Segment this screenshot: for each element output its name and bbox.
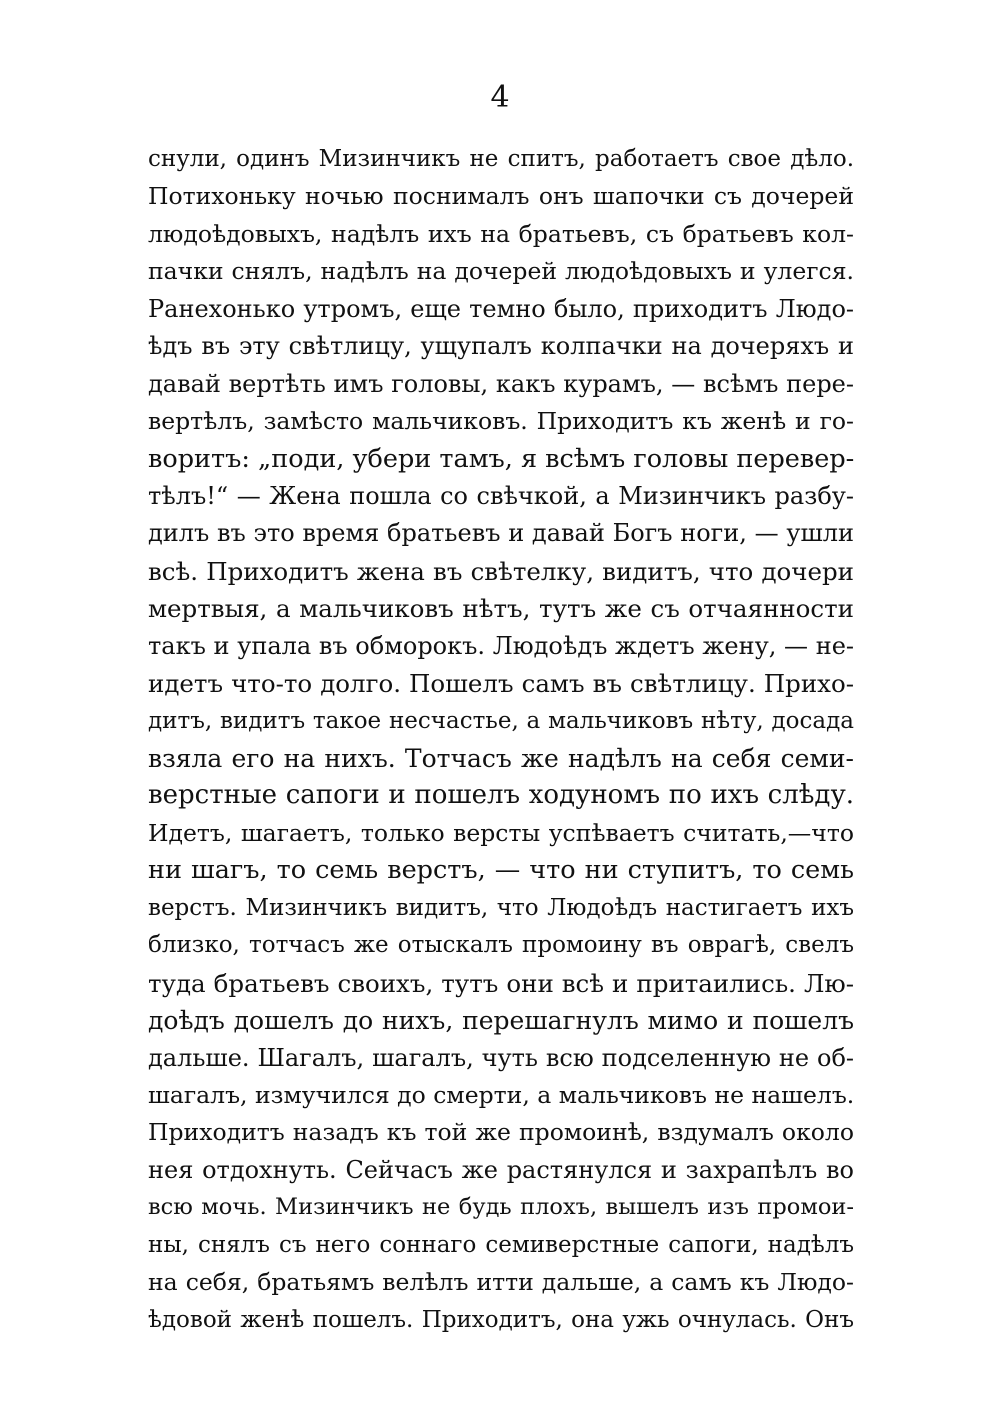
text-line: дальше. Шагалъ, шагалъ, чуть всю подселенную не об- xyxy=(148,1043,854,1072)
text-line: на себя, братьямъ велѣлъ итти дальше, а самъ къ Людо- xyxy=(148,1268,854,1297)
text-line: верстные сапоги и пошелъ ходуномъ по ихъ слѣду. xyxy=(148,780,854,811)
text-line: дилъ въ это время братьевъ и давай Богъ ноги, — ушли xyxy=(148,519,854,548)
text-line: Ранехонько утромъ, еще темно было, приходитъ Людо- xyxy=(148,294,854,323)
text-line: Потихоньку ночью поснималъ онъ шапочки съ дочерей xyxy=(148,182,854,211)
text-line: такъ и упала въ обморокъ. Людоѣдъ ждетъ жену, — не- xyxy=(148,631,854,660)
text-line: снули, одинъ Мизинчикъ не спитъ, работаетъ свое дѣло. xyxy=(148,146,854,172)
text-line: ны, снялъ съ него соннаго семиверстные сапоги, надѣлъ xyxy=(148,1231,854,1258)
text-line: давай вертѣть имъ головы, какъ курамъ, — всѣмъ пере- xyxy=(148,369,854,398)
text-line: взяла его на нихъ. Тотчасъ же надѣлъ на себя семи- xyxy=(148,744,854,773)
text-line: людоѣдовыхъ, надѣлъ ихъ на братьевъ, съ братьевъ кол- xyxy=(148,219,854,248)
text-line: шагалъ, измучился до смерти, а мальчиковъ не нашелъ. xyxy=(148,1080,854,1109)
text-line: дитъ, видитъ такое несчастье, а мальчиковъ нѣту, досада xyxy=(148,707,854,734)
text-line: нея отдохнуть. Сейчасъ же растянулся и захрапѣлъ во xyxy=(148,1155,854,1184)
text-line: ни шагъ, то семь верстъ, — что ни ступитъ, то семь xyxy=(148,855,854,886)
text-line: близко, тотчасъ же отыскалъ промоину въ оврагѣ, свелъ xyxy=(148,932,854,959)
text-line: тѣлъ!“ — Жена пошла со свѣчкой, а Мизинчикъ разбу- xyxy=(148,481,854,510)
text-line: ѣдъ въ эту свѣтлицу, ущупалъ колпачки на дочеряхъ и xyxy=(148,332,854,361)
text-line: всю мочь. Мизинчикъ не будь плохъ, вышелъ изъ промои- xyxy=(148,1194,854,1221)
text-line: пачки снялъ, надѣлъ на дочерей людоѣдовыхъ и улегся. xyxy=(148,257,854,286)
text-line: вертѣлъ, замѣсто мальчиковъ. Приходитъ къ женѣ и го- xyxy=(148,407,854,436)
page-number: 4 xyxy=(490,80,510,115)
text-line: Приходитъ назадъ къ той же промоинѣ, вздумалъ около xyxy=(148,1118,854,1147)
text-line: воритъ: „поди, убери тамъ, я всѣмъ головы перевер- xyxy=(148,443,854,474)
text-line: верстъ. Мизинчикъ видитъ, что Людоѣдъ настигаетъ ихъ xyxy=(148,894,854,921)
text-line: доѣдъ дошелъ до нихъ, перешагнулъ мимо и пошелъ xyxy=(148,1006,854,1036)
text-line: туда братьевъ своихъ, тутъ они всѣ и притаились. Лю- xyxy=(148,968,854,998)
text-line: всѣ. Приходитъ жена въ свѣтелку, видитъ, что дочери xyxy=(148,556,854,586)
body-text xyxy=(148,141,854,1339)
text-line: Идетъ, шагаетъ, только версты успѣваетъ считать,—что xyxy=(148,818,854,847)
text-line: мертвыя, а мальчиковъ нѣтъ, тутъ же съ отчаянности xyxy=(148,594,854,624)
text-line: ѣдовой женѣ пошелъ. Приходитъ, она ужь очнулась. Онъ xyxy=(148,1306,854,1333)
text-line: идетъ что-то долго. Пошелъ самъ въ свѣтлицу. Прихо- xyxy=(148,669,854,699)
